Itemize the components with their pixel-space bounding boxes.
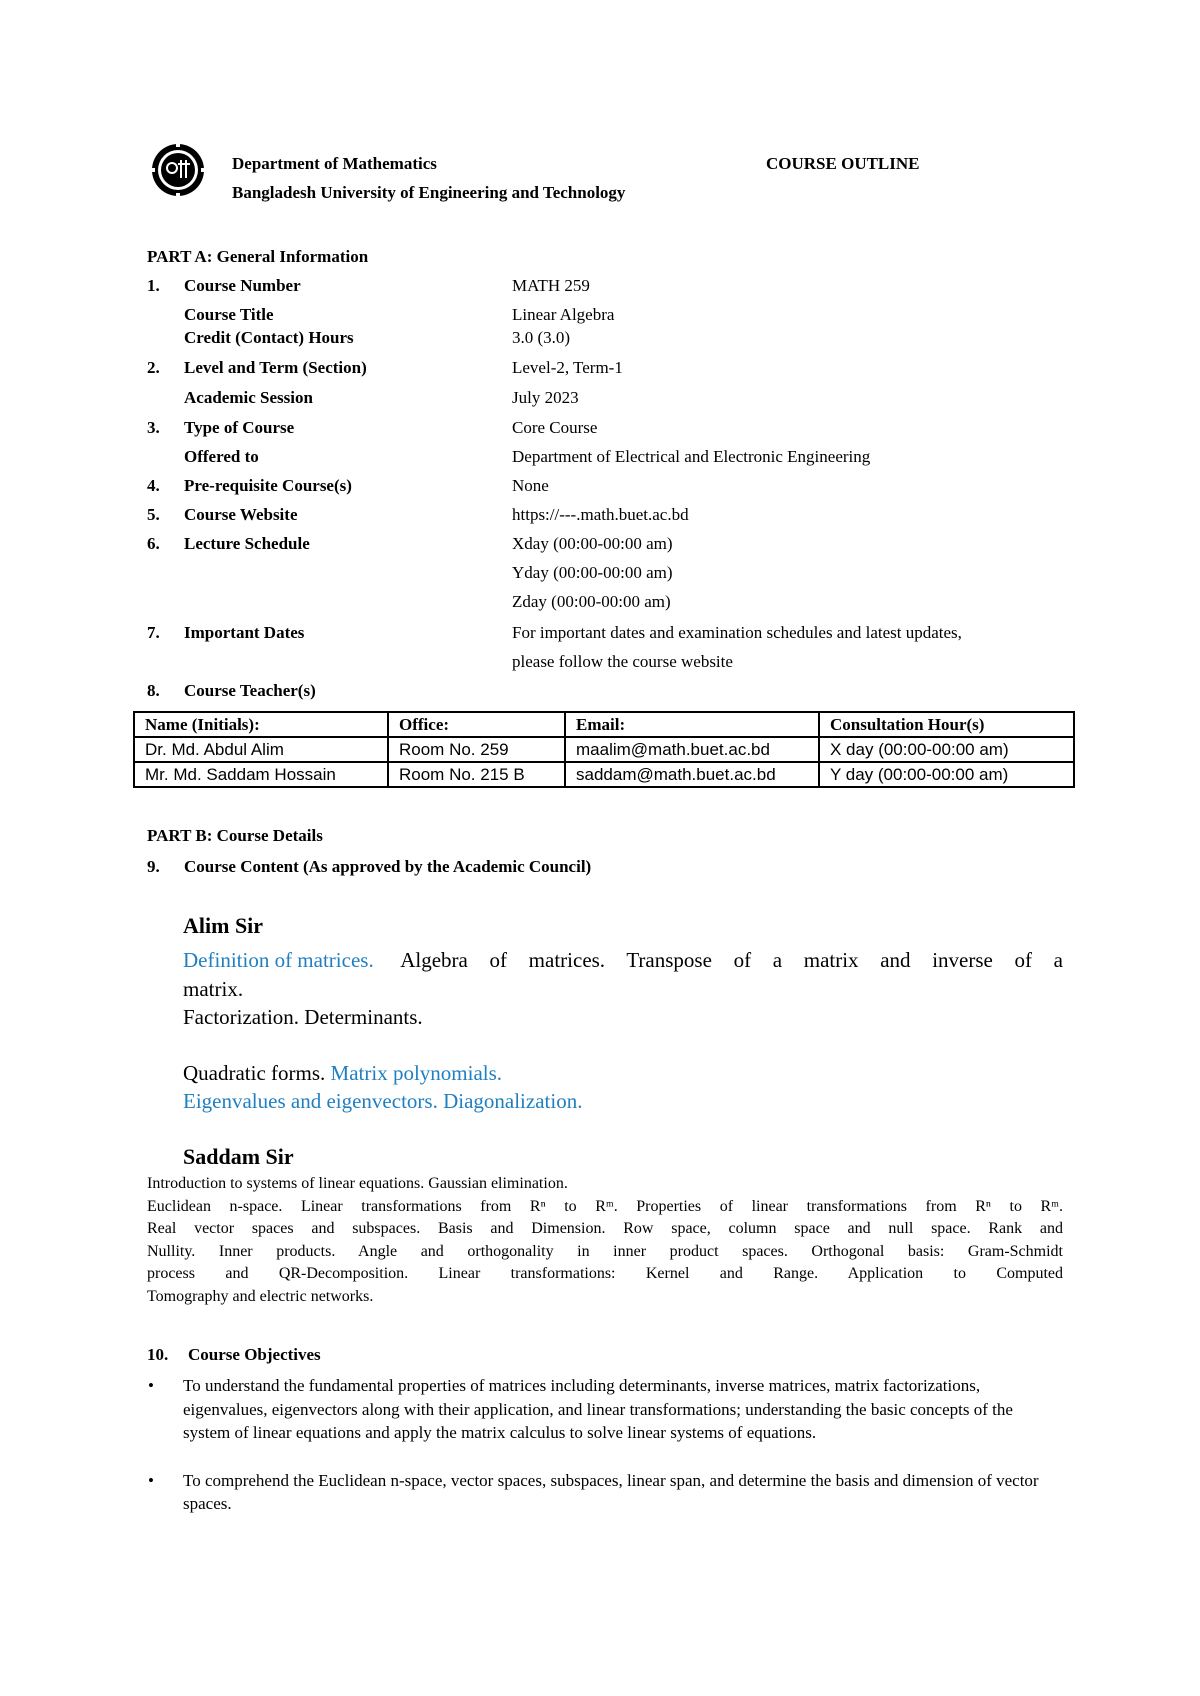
highlight-text: Definition of matrices.: [183, 948, 374, 972]
item-label: Course Objectives: [188, 1345, 321, 1364]
item-number: 7.: [147, 623, 160, 642]
column-header: Name (Initials):: [134, 712, 388, 737]
column-header: Email:: [565, 712, 819, 737]
list-item: [148, 1469, 1048, 1516]
item-label: Level and Term (Section): [184, 358, 367, 377]
teacher-email[interactable]: maalim@math.buet.ac.bd: [565, 737, 819, 762]
document-type: COURSE OUTLINE: [766, 154, 920, 173]
saddam-content: [147, 1173, 1063, 1308]
list-item: [148, 1374, 1048, 1445]
bullet-icon: •: [148, 1470, 154, 1490]
item-number: 4.: [147, 476, 160, 495]
teacher-name: Mr. Md. Saddam Hossain: [134, 762, 388, 787]
content-line: [183, 1059, 1063, 1087]
item-number: 2.: [147, 358, 160, 377]
objective-text: To understand the fundamental properties of matrices including determinants, inverse matrices, matrix factorizations, eigenvalues, eigenvectors along with their application, and linear transformations; understanding the basic concepts of the system of linear equations and apply the matrix calculus to solve linear systems of equations.: [183, 1376, 1013, 1442]
content-line: process and QR-Decomposition. Linear transformations: Kernel and Range. Application to Computed: [147, 1265, 1063, 1282]
column-header: Office:: [388, 712, 565, 737]
item-value: None: [512, 476, 549, 495]
alim-content: [183, 946, 1063, 1115]
item-number: 5.: [147, 505, 160, 524]
teacher-name: Dr. Md. Abdul Alim: [134, 737, 388, 762]
content-line: Euclidean n-space. Linear transformations from Rⁿ to Rᵐ. Properties of linear transformations from Rⁿ to Rᵐ.: [147, 1197, 1063, 1215]
item-number: 9.: [147, 857, 160, 876]
course-website-link[interactable]: https://---.math.buet.ac.bd: [512, 505, 689, 524]
item-value: Level-2, Term-1: [512, 358, 623, 377]
item-label: Course Content (As approved by the Academic Council): [184, 857, 592, 876]
item-value: July 2023: [512, 388, 579, 407]
teacher-office: Room No. 215 B: [388, 762, 565, 787]
content-line: Tomography and electric networks.: [147, 1287, 374, 1305]
item-number: 3.: [147, 418, 160, 437]
table-header-row: [134, 712, 1074, 737]
item-label: Course Title: [184, 305, 274, 324]
content-line: Real vector spaces and subspaces. Basis and Dimension. Row space, column space and null space. Rank and: [147, 1220, 1063, 1237]
teacher-consultation-hours: X day (00:00-00:00 am): [819, 737, 1074, 762]
objectives-list: [148, 1374, 1048, 1540]
teacher-office: Room No. 259: [388, 737, 565, 762]
item-value: please follow the course website: [512, 652, 733, 671]
table-row: [134, 737, 1074, 762]
item-label: Course Website: [184, 505, 298, 524]
item-number: 6.: [147, 534, 160, 553]
content-line: Nullity. Inner products. Angle and orthogonality in inner product spaces. Orthogonal basis: Gram-Schmidt: [147, 1242, 1063, 1260]
item-number: 8.: [147, 681, 160, 700]
department-name: Department of Mathematics: [232, 154, 437, 173]
column-header: Consultation Hour(s): [819, 712, 1074, 737]
item-value: Linear Algebra: [512, 305, 615, 324]
teacher-consultation-hours: Y day (00:00-00:00 am): [819, 762, 1074, 787]
item-label: Academic Session: [184, 388, 313, 407]
item-value: Department of Electrical and Electronic Engineering: [512, 447, 871, 466]
item-number: 1.: [147, 276, 160, 295]
course-teachers-table: [133, 711, 1075, 788]
item-label: Pre-requisite Course(s): [184, 476, 352, 495]
section-title-saddam: Saddam Sir: [183, 1144, 294, 1169]
item-label: Course Teacher(s): [184, 681, 316, 700]
buet-logo: [150, 142, 206, 198]
text: Quadratic forms.: [183, 1061, 326, 1085]
item-label: Credit (Contact) Hours: [184, 328, 354, 347]
item-label: Type of Course: [184, 418, 295, 437]
item-value: For important dates and examination schedules and latest updates,: [512, 623, 962, 642]
item-value: Core Course: [512, 418, 598, 437]
item-label: Course Number: [184, 276, 301, 295]
item-label: Offered to: [184, 447, 259, 466]
part-a-heading: PART A: General Information: [147, 247, 369, 266]
text: Algebra of matrices. Transpose of a matrix and inverse of a: [379, 948, 1063, 972]
item-value: Zday (00:00-00:00 am): [512, 592, 671, 611]
university-name: Bangladesh University of Engineering and Technology: [232, 183, 626, 202]
item-value: 3.0 (3.0): [512, 328, 571, 347]
objective-text: To comprehend the Euclidean n-space, vector spaces, subspaces, linear span, and determine the basis and dimension of vector spaces.: [183, 1470, 1039, 1513]
content-line: [183, 946, 1063, 974]
section-title-alim: Alim Sir: [183, 913, 264, 938]
table-row: [134, 762, 1074, 787]
content-line: Introduction to systems of linear equations. Gaussian elimination.: [147, 1175, 568, 1192]
item-value: Xday (00:00-00:00 am): [512, 534, 673, 553]
bullet-icon: •: [148, 1376, 154, 1395]
item-value: MATH 259: [512, 276, 590, 295]
item-value: Yday (00:00-00:00 am): [512, 563, 673, 582]
teacher-email[interactable]: saddam@math.buet.ac.bd: [565, 762, 819, 787]
item-number: 10.: [147, 1345, 169, 1364]
content-line: matrix.: [183, 977, 244, 1001]
content-line: Factorization. Determinants.: [183, 1005, 423, 1029]
item-label: Lecture Schedule: [184, 534, 310, 553]
content-line: Eigenvalues and eigenvectors. Diagonalization.: [183, 1089, 583, 1113]
highlight-text: Matrix polynomials.: [325, 1061, 503, 1085]
item-label: Important Dates: [184, 623, 305, 642]
part-b-heading: PART B: Course Details: [147, 826, 323, 845]
